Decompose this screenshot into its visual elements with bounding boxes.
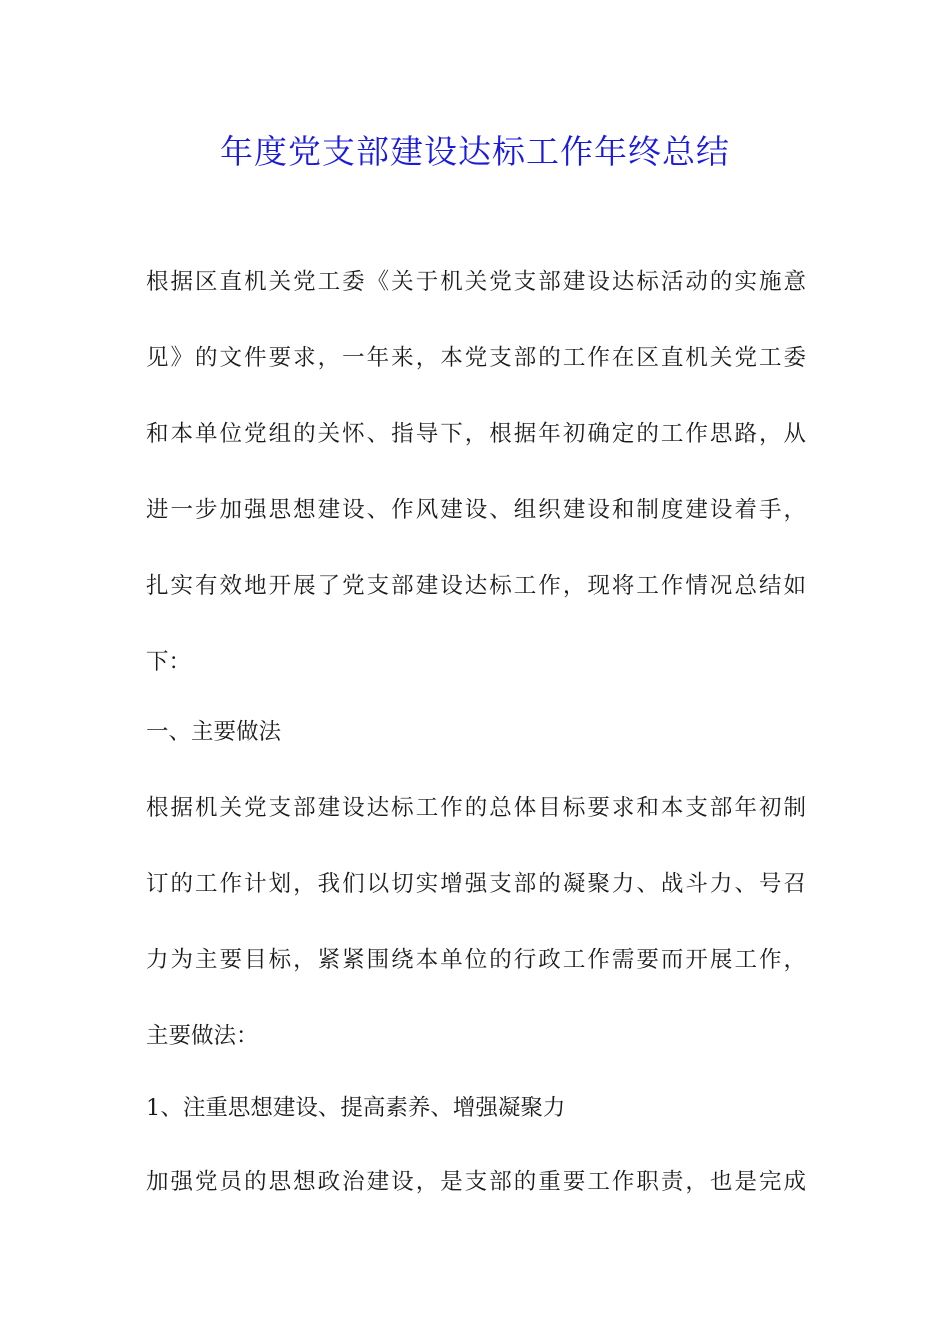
paragraph-line: 见》的文件要求，一年来，本党支部的工作在区直机关党工委: [146, 345, 806, 371]
paragraph-line: 和本单位党组的关怀、指导下，根据年初确定的工作思路，从: [146, 421, 806, 447]
paragraph-line: 进一步加强思想建设、作风建设、组织建设和制度建设着手，: [146, 497, 806, 523]
paragraph-line: 根据机关党支部建设达标工作的总体目标要求和本支部年初制: [146, 795, 806, 821]
paragraph-line: 根据区直机关党工委《关于机关党支部建设达标活动的实施意: [146, 269, 806, 295]
paragraph-line: 扎实有效地开展了党支部建设达标工作，现将工作情况总结如: [146, 573, 806, 599]
document-title: 年度党支部建设达标工作年终总结: [220, 132, 730, 171]
paragraph-line: 下：: [146, 649, 192, 675]
subsection-heading: 1、注重思想建设、提高素养、增强凝聚力: [146, 1095, 566, 1121]
paragraph-line: 订的工作计划，我们以切实增强支部的凝聚力、战斗力、号召: [146, 871, 806, 897]
paragraph-line: 主要做法：: [146, 1023, 259, 1049]
section-heading: 一、主要做法: [146, 719, 282, 745]
paragraph-line: 力为主要目标，紧紧围绕本单位的行政工作需要而开展工作，: [146, 947, 806, 973]
paragraph-line: 加强党员的思想政治建设，是支部的重要工作职责，也是完成: [146, 1169, 806, 1195]
